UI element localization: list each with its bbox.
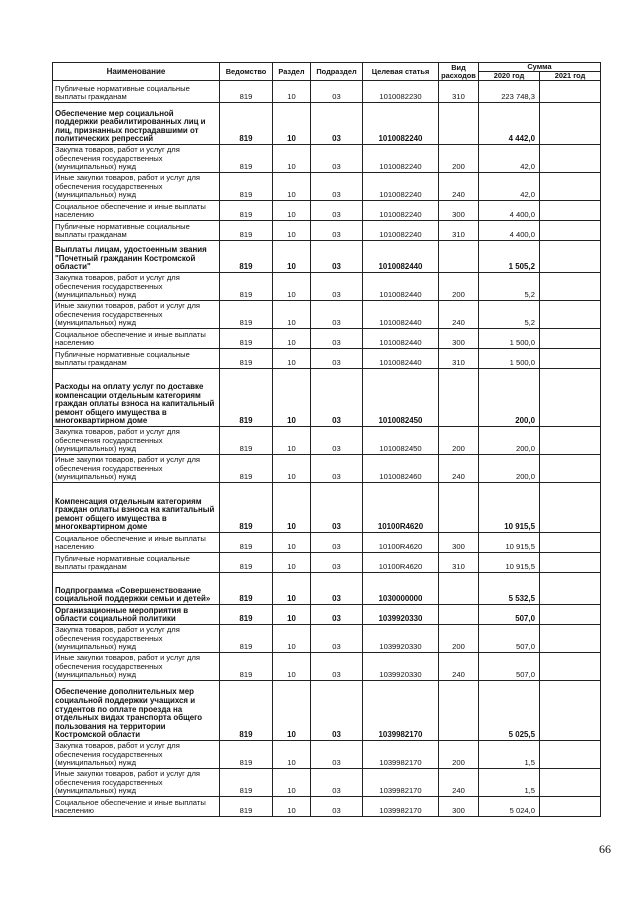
row-sum-2020: 223 748,3 [479, 81, 540, 103]
row-expense-type: 240 [439, 455, 479, 483]
row-expense-type [439, 483, 479, 533]
table-row [53, 241, 601, 273]
row-sum-2020: 200,0 [479, 427, 540, 455]
row-subsection: 03 [311, 329, 363, 349]
row-expense-type: 240 [439, 301, 479, 329]
row-sum-2021 [540, 533, 601, 553]
row-sum-2021 [540, 103, 601, 145]
table-row [53, 369, 601, 427]
row-sum-2020: 1 500,0 [479, 329, 540, 349]
row-name: Закупка товаров, работ и услуг для обеспечения государственных (муниципальных) нужд [53, 625, 220, 653]
table-row [53, 653, 601, 681]
row-target: 1039920330 [363, 653, 439, 681]
row-section: 10 [273, 427, 311, 455]
table-row [53, 769, 601, 797]
row-sum-2021 [540, 427, 601, 455]
row-sum-2021 [540, 769, 601, 797]
row-sum-2021 [540, 221, 601, 241]
row-section: 10 [273, 329, 311, 349]
row-expense-type [439, 241, 479, 273]
row-sum-2021 [540, 273, 601, 301]
row-sum-2020: 10 915,5 [479, 483, 540, 533]
row-sum-2020: 10 915,5 [479, 553, 540, 573]
row-target: 1010082450 [363, 369, 439, 427]
header-2020: 2020 год [479, 72, 540, 81]
row-name: Закупка товаров, работ и услуг для обеспечения государственных (муниципальных) нужд [53, 273, 220, 301]
row-expense-type: 310 [439, 553, 479, 573]
row-target: 1039920330 [363, 605, 439, 625]
row-expense-type [439, 605, 479, 625]
row-expense-type: 300 [439, 201, 479, 221]
row-sum-2021 [540, 241, 601, 273]
table-row [53, 533, 601, 553]
table-row [53, 329, 601, 349]
row-dept: 819 [220, 173, 273, 201]
row-name: Публичные нормативные социальные выплаты гражданам [53, 221, 220, 241]
row-expense-type: 200 [439, 625, 479, 653]
table-row [53, 201, 601, 221]
row-expense-type: 310 [439, 349, 479, 369]
header-dept: Ведомство [220, 63, 273, 81]
row-subsection: 03 [311, 369, 363, 427]
row-dept: 819 [220, 241, 273, 273]
row-section: 10 [273, 797, 311, 817]
row-subsection: 03 [311, 483, 363, 533]
row-subsection: 03 [311, 605, 363, 625]
row-name: Иные закупки товаров, работ и услуг для обеспечения государственных (муниципальных) нужд [53, 455, 220, 483]
row-section: 10 [273, 349, 311, 369]
row-target: 1010082460 [363, 455, 439, 483]
row-sum-2020: 10 915,5 [479, 533, 540, 553]
row-subsection: 03 [311, 103, 363, 145]
row-expense-type: 240 [439, 769, 479, 797]
row-subsection: 03 [311, 533, 363, 553]
row-subsection: 03 [311, 625, 363, 653]
row-dept: 819 [220, 273, 273, 301]
header-name: Наименование [53, 63, 220, 81]
row-section: 10 [273, 483, 311, 533]
row-sum-2021 [540, 741, 601, 769]
row-target: 1039982170 [363, 769, 439, 797]
row-dept: 819 [220, 653, 273, 681]
table-row [53, 103, 601, 145]
row-name: Расходы на оплату услуг по доставке компенсации отдельным категориям граждан оплаты взноса на капитальный ремонт общего имущества в многоквартирном доме [53, 369, 220, 427]
row-target: 1010082240 [363, 201, 439, 221]
row-subsection: 03 [311, 681, 363, 741]
row-sum-2020: 507,0 [479, 653, 540, 681]
row-dept: 819 [220, 455, 273, 483]
row-sum-2020: 507,0 [479, 625, 540, 653]
row-sum-2020: 5 532,5 [479, 573, 540, 605]
row-dept: 819 [220, 81, 273, 103]
row-name: Публичные нормативные социальные выплаты гражданам [53, 349, 220, 369]
row-sum-2021 [540, 553, 601, 573]
row-name: Иные закупки товаров, работ и услуг для обеспечения государственных (муниципальных) нужд [53, 173, 220, 201]
row-dept: 819 [220, 681, 273, 741]
row-target: 10100R4620 [363, 553, 439, 573]
table-row [53, 455, 601, 483]
row-target: 1010082440 [363, 241, 439, 273]
table-row [53, 797, 601, 817]
row-sum-2020: 507,0 [479, 605, 540, 625]
table-row [53, 301, 601, 329]
row-subsection: 03 [311, 221, 363, 241]
row-sum-2020: 5,2 [479, 273, 540, 301]
row-dept: 819 [220, 797, 273, 817]
row-target: 1010082440 [363, 273, 439, 301]
row-sum-2021 [540, 81, 601, 103]
row-section: 10 [273, 741, 311, 769]
row-section: 10 [273, 173, 311, 201]
row-sum-2021 [540, 681, 601, 741]
row-subsection: 03 [311, 573, 363, 605]
header-subsection: Подраздел [311, 63, 363, 81]
row-sum-2020: 200,0 [479, 455, 540, 483]
row-expense-type: 300 [439, 797, 479, 817]
row-target: 1010082240 [363, 221, 439, 241]
row-subsection: 03 [311, 241, 363, 273]
row-name: Иные закупки товаров, работ и услуг для обеспечения государственных (муниципальных) нужд [53, 769, 220, 797]
row-subsection: 03 [311, 173, 363, 201]
table-row [53, 427, 601, 455]
row-name: Закупка товаров, работ и услуг для обеспечения государственных (муниципальных) нужд [53, 427, 220, 455]
row-section: 10 [273, 605, 311, 625]
header-2021: 2021 год [540, 72, 601, 81]
row-section: 10 [273, 241, 311, 273]
row-dept: 819 [220, 573, 273, 605]
row-name: Иные закупки товаров, работ и услуг для обеспечения государственных (муниципальных) нужд [53, 653, 220, 681]
row-expense-type: 200 [439, 427, 479, 455]
row-sum-2021 [540, 201, 601, 221]
table-row [53, 553, 601, 573]
row-name: Выплаты лицам, удостоенным звания "Почетный гражданин Костромской области" [53, 241, 220, 273]
row-sum-2021 [540, 797, 601, 817]
row-name: Закупка товаров, работ и услуг для обеспечения государственных (муниципальных) нужд [53, 741, 220, 769]
row-name: Организационные мероприятия в области социальной политики [53, 605, 220, 625]
row-sum-2021 [540, 349, 601, 369]
row-dept: 819 [220, 483, 273, 533]
row-expense-type: 200 [439, 145, 479, 173]
row-sum-2020: 1,5 [479, 769, 540, 797]
table-row [53, 605, 601, 625]
row-dept: 819 [220, 369, 273, 427]
row-section: 10 [273, 221, 311, 241]
row-target: 1010082240 [363, 145, 439, 173]
row-subsection: 03 [311, 301, 363, 329]
row-section: 10 [273, 145, 311, 173]
row-subsection: 03 [311, 769, 363, 797]
row-expense-type: 310 [439, 221, 479, 241]
row-name: Социальное обеспечение и иные выплаты населению [53, 329, 220, 349]
row-sum-2021 [540, 625, 601, 653]
row-target: 1039982170 [363, 681, 439, 741]
row-dept: 819 [220, 605, 273, 625]
row-dept: 819 [220, 741, 273, 769]
row-section: 10 [273, 301, 311, 329]
row-expense-type [439, 103, 479, 145]
table-row [53, 349, 601, 369]
row-sum-2021 [540, 455, 601, 483]
header-sum: Сумма [479, 63, 601, 72]
row-sum-2021 [540, 329, 601, 349]
row-name: Иные закупки товаров, работ и услуг для обеспечения государственных (муниципальных) нужд [53, 301, 220, 329]
table-row [53, 573, 601, 605]
row-section: 10 [273, 273, 311, 301]
row-expense-type [439, 573, 479, 605]
row-expense-type: 310 [439, 81, 479, 103]
table-row [53, 681, 601, 741]
row-sum-2021 [540, 573, 601, 605]
row-expense-type: 200 [439, 273, 479, 301]
row-expense-type: 240 [439, 173, 479, 201]
row-section: 10 [273, 455, 311, 483]
header-target: Целевая статья [363, 63, 439, 81]
row-target: 1010082240 [363, 103, 439, 145]
header-expense-type: Вид расходов [439, 63, 479, 81]
row-expense-type: 300 [439, 329, 479, 349]
row-target: 1010082440 [363, 301, 439, 329]
row-sum-2021 [540, 653, 601, 681]
row-target: 1010082240 [363, 173, 439, 201]
table-row [53, 483, 601, 533]
row-expense-type [439, 369, 479, 427]
row-name: Подпрограмма «Совершенствование социальной поддержки семьи и детей» [53, 573, 220, 605]
row-section: 10 [273, 369, 311, 427]
row-subsection: 03 [311, 81, 363, 103]
row-dept: 819 [220, 625, 273, 653]
row-target: 1010082230 [363, 81, 439, 103]
row-dept: 819 [220, 301, 273, 329]
table-row [53, 221, 601, 241]
row-expense-type [439, 681, 479, 741]
row-sum-2020: 200,0 [479, 369, 540, 427]
row-section: 10 [273, 653, 311, 681]
table-body [53, 81, 601, 817]
row-subsection: 03 [311, 201, 363, 221]
table-row [53, 81, 601, 103]
row-name: Обеспечение мер социальной поддержки реабилитированных лиц и лиц, признанных пострадавшими от политических репрессий [53, 103, 220, 145]
row-section: 10 [273, 553, 311, 573]
row-target: 10100R4620 [363, 483, 439, 533]
row-target: 1010082450 [363, 427, 439, 455]
row-target: 1030000000 [363, 573, 439, 605]
row-name: Компенсация отдельным категориям граждан оплаты взноса на капитальный ремонт общего имущества в многоквартирном доме [53, 483, 220, 533]
row-subsection: 03 [311, 553, 363, 573]
row-subsection: 03 [311, 273, 363, 301]
row-subsection: 03 [311, 653, 363, 681]
row-name: Закупка товаров, работ и услуг для обеспечения государственных (муниципальных) нужд [53, 145, 220, 173]
row-sum-2020: 1 500,0 [479, 349, 540, 369]
row-name: Социальное обеспечение и иные выплаты населению [53, 797, 220, 817]
row-subsection: 03 [311, 349, 363, 369]
row-dept: 819 [220, 145, 273, 173]
table-row [53, 145, 601, 173]
row-name: Обеспечение дополнительных мер социальной поддержки учащихся и студентов по оплате проезда на отдельных видах транспорта общего пользования на территории Костромской области [53, 681, 220, 741]
row-target: 1010082440 [363, 329, 439, 349]
row-section: 10 [273, 201, 311, 221]
row-section: 10 [273, 81, 311, 103]
row-dept: 819 [220, 103, 273, 145]
row-sum-2020: 42,0 [479, 173, 540, 201]
row-subsection: 03 [311, 741, 363, 769]
row-sum-2020: 5 025,5 [479, 681, 540, 741]
row-target: 1010082440 [363, 349, 439, 369]
table-row [53, 741, 601, 769]
row-target: 1039920330 [363, 625, 439, 653]
row-sum-2021 [540, 301, 601, 329]
row-section: 10 [273, 103, 311, 145]
row-dept: 819 [220, 427, 273, 455]
row-section: 10 [273, 625, 311, 653]
row-sum-2021 [540, 483, 601, 533]
row-sum-2020: 42,0 [479, 145, 540, 173]
row-name: Публичные нормативные социальные выплаты гражданам [53, 553, 220, 573]
row-target: 1039982170 [363, 741, 439, 769]
row-dept: 819 [220, 221, 273, 241]
row-section: 10 [273, 769, 311, 797]
row-section: 10 [273, 533, 311, 553]
row-subsection: 03 [311, 145, 363, 173]
row-sum-2020: 1 505,2 [479, 241, 540, 273]
table-row [53, 273, 601, 301]
table-row [53, 173, 601, 201]
header-section: Раздел [273, 63, 311, 81]
row-sum-2020: 5,2 [479, 301, 540, 329]
row-dept: 819 [220, 349, 273, 369]
row-target: 1039982170 [363, 797, 439, 817]
row-sum-2020: 4 400,0 [479, 201, 540, 221]
table-row [53, 625, 601, 653]
row-target: 10100R4620 [363, 533, 439, 553]
row-sum-2020: 4 400,0 [479, 221, 540, 241]
row-sum-2020: 4 442,0 [479, 103, 540, 145]
row-sum-2021 [540, 145, 601, 173]
row-dept: 819 [220, 553, 273, 573]
row-dept: 819 [220, 329, 273, 349]
row-sum-2020: 1,5 [479, 741, 540, 769]
row-subsection: 03 [311, 455, 363, 483]
row-section: 10 [273, 681, 311, 741]
row-expense-type: 240 [439, 653, 479, 681]
row-sum-2021 [540, 369, 601, 427]
row-dept: 819 [220, 201, 273, 221]
page-number: 66 [599, 842, 611, 856]
row-sum-2020: 5 024,0 [479, 797, 540, 817]
row-subsection: 03 [311, 427, 363, 455]
row-dept: 819 [220, 533, 273, 553]
row-name: Социальное обеспечение и иные выплаты населению [53, 201, 220, 221]
row-sum-2021 [540, 605, 601, 625]
row-sum-2021 [540, 173, 601, 201]
row-section: 10 [273, 573, 311, 605]
row-name: Социальное обеспечение и иные выплаты населению [53, 533, 220, 553]
row-expense-type: 300 [439, 533, 479, 553]
row-subsection: 03 [311, 797, 363, 817]
row-expense-type: 200 [439, 741, 479, 769]
budget-table [52, 62, 601, 817]
row-name: Публичные нормативные социальные выплаты гражданам [53, 81, 220, 103]
row-dept: 819 [220, 769, 273, 797]
